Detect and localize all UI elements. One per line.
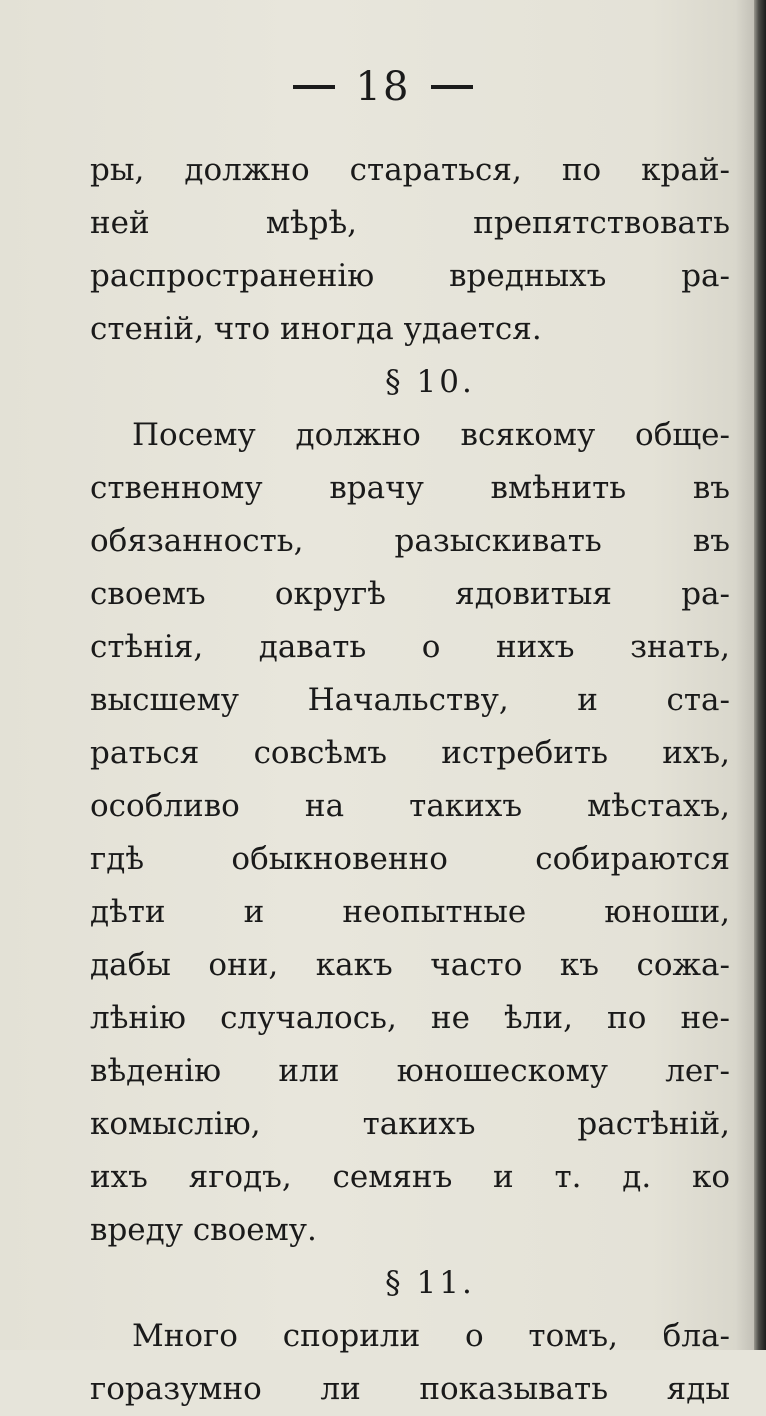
text-line: дѣти и неопытные юноши, (90, 894, 730, 930)
page-header (0, 64, 766, 110)
text-line: стѣнія, давать о нихъ знать, (90, 629, 730, 665)
text-line: ры, должно стараться, по край- (90, 152, 730, 188)
text-line: горазумно ли показывать яды (90, 1371, 730, 1407)
text-line: комыслію, такихъ растѣній, (90, 1106, 730, 1142)
text-line: высшему Начальству, и ста- (90, 682, 730, 718)
text-line: ихъ ягодъ, семянъ и т. д. ко (90, 1159, 730, 1195)
text-line: особливо на такихъ мѣстахъ, (90, 788, 730, 824)
text-line: вѣденію или юношескому лег- (90, 1053, 730, 1089)
section-heading-10: § 10. (385, 364, 475, 400)
section-heading-11: § 11. (385, 1265, 475, 1301)
text-line: вреду своему. (90, 1212, 317, 1248)
text-line: распространенію вредныхъ ра- (90, 258, 730, 294)
text-line: своемъ округѣ ядовитыя ра- (90, 576, 730, 612)
text-line: ственному врачу вмѣнить въ (90, 470, 730, 506)
text-line: дабы они, какъ часто къ сожа- (90, 947, 730, 983)
text-line: обязанность, разыскивать въ (90, 523, 730, 559)
text-line: лѣнію случалось, не ѣли, по не- (90, 1000, 730, 1036)
header-dash-right (431, 85, 473, 89)
text-line: Много спорили о томъ, бла- (132, 1318, 730, 1354)
text-line: стеній, что иногда удается. (90, 311, 542, 347)
text-line: гдѣ обыкновенно собираются (90, 841, 730, 877)
header-dash-left (293, 85, 335, 89)
page-body-text (90, 144, 730, 1416)
page-edge-shadow (754, 0, 766, 1350)
text-line: ней мѣрѣ, препятствовать (90, 205, 730, 241)
text-line: Посему должно всякому обще- (132, 417, 730, 453)
text-line: раться совсѣмъ истребить ихъ, (90, 735, 730, 771)
page-number: 18 (355, 64, 411, 110)
